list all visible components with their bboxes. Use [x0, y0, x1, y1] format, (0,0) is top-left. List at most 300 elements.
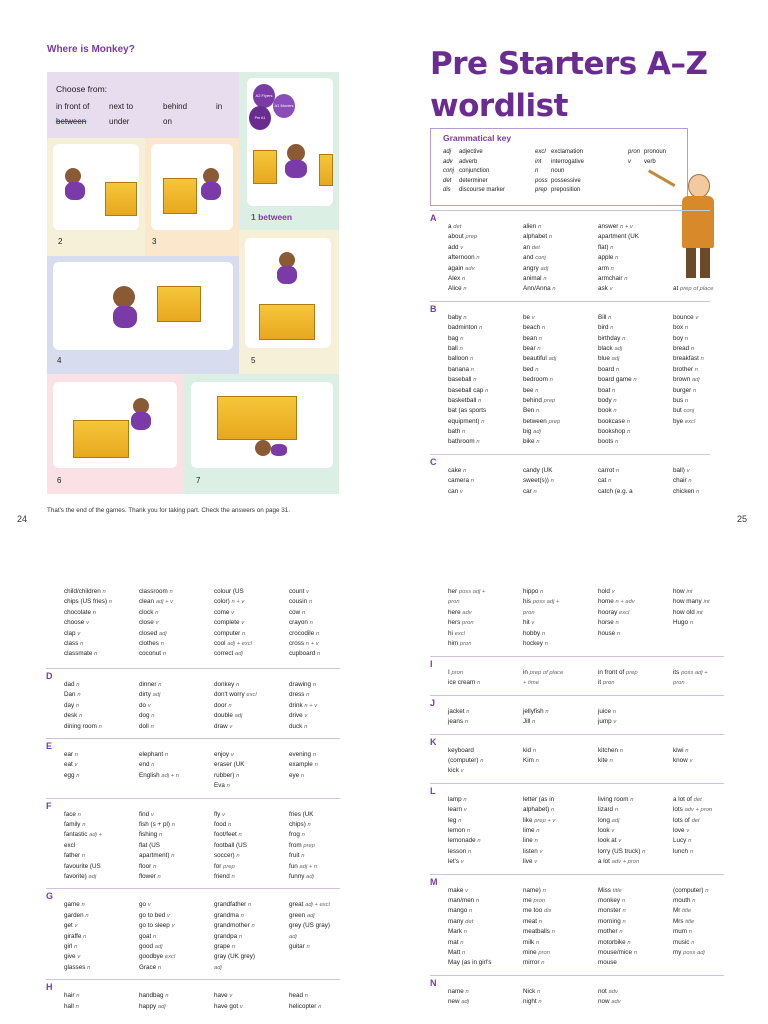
part-of-speech: n: [164, 752, 169, 758]
word: lunch: [673, 847, 689, 855]
part-of-speech: prep of place: [680, 286, 714, 293]
word-entry: [523, 375, 560, 385]
word: gray (UK grey): [214, 953, 255, 961]
part-of-speech: n: [689, 848, 694, 855]
word: lots of: [673, 816, 690, 824]
word: cross: [289, 639, 305, 647]
section-letter: G: [46, 891, 54, 902]
section-letter: H: [46, 982, 53, 993]
part-of-speech: n: [538, 224, 542, 230]
part-of-speech: n: [696, 488, 700, 495]
word-entry: [214, 711, 257, 721]
word-entry: [673, 396, 704, 406]
part-of-speech: n: [304, 723, 308, 730]
part-of-speech: n: [610, 265, 614, 272]
word-entry: [598, 938, 637, 948]
word-entry: [598, 365, 637, 375]
word: hers: [448, 619, 461, 627]
part-of-speech: n: [532, 719, 536, 726]
word: baseball cap: [448, 386, 484, 394]
word: good: [139, 942, 154, 950]
word-entry: [673, 284, 714, 294]
part-of-speech: n: [247, 902, 252, 909]
part-of-speech: n: [608, 478, 612, 485]
word: bus: [673, 396, 684, 404]
part-of-speech: n: [622, 908, 626, 915]
word-entry: [598, 997, 621, 1007]
part-of-speech: n: [615, 366, 620, 373]
word-entry: [523, 746, 539, 756]
word: boots: [598, 438, 614, 446]
crate-icon: [259, 304, 315, 340]
key-meaning: exclamation: [551, 149, 584, 155]
word-entry: [64, 963, 90, 973]
word-entry: [523, 927, 555, 937]
monkey-icon: [255, 440, 271, 456]
key-abbr: n: [535, 168, 539, 175]
word-entry: [448, 639, 485, 649]
word: day: [64, 701, 75, 709]
section-divider: [430, 656, 724, 657]
section-divider: [430, 210, 710, 211]
word-entry: [214, 862, 247, 872]
part-of-speech: v: [147, 702, 151, 709]
word-entry: [289, 921, 330, 931]
word: bookcase: [598, 417, 625, 425]
word: my: [673, 948, 682, 956]
word-entry: [289, 722, 317, 732]
part-of-speech: n: [300, 772, 305, 779]
section-letter: N: [430, 977, 437, 988]
part-of-speech: n: [613, 408, 617, 415]
word-entry: [523, 365, 560, 375]
key-meaning: pronoun: [644, 149, 667, 155]
monkey-shirt: [285, 160, 307, 178]
word-entry: [139, 952, 175, 962]
word: bathroom: [448, 438, 475, 446]
word-entry: [523, 618, 559, 628]
part-of-speech: n: [476, 897, 480, 904]
word: baby: [448, 313, 462, 321]
word-entry: [448, 232, 480, 242]
word-entry: [673, 365, 704, 375]
part-of-speech: n: [535, 939, 540, 946]
part-of-speech: poss adj +: [681, 670, 708, 676]
part-of-speech: prep of place: [529, 670, 564, 676]
word-entry: [673, 795, 712, 805]
part-of-speech: v: [171, 923, 175, 930]
word-entry: [523, 948, 555, 958]
word: in: [523, 669, 528, 676]
part-of-speech: v: [86, 620, 89, 627]
word-entry: [598, 987, 621, 997]
word-entry: [523, 222, 556, 232]
part-of-speech: pron: [448, 599, 460, 606]
part-of-speech: adj + n: [161, 772, 179, 779]
part-of-speech: int: [696, 609, 703, 616]
part-of-speech: n: [236, 853, 240, 860]
part-of-speech: n: [537, 345, 541, 352]
word: chicken: [673, 487, 695, 495]
part-of-speech: adj + excl: [227, 640, 252, 647]
part-of-speech: n: [470, 356, 474, 363]
word: Ben: [523, 407, 535, 415]
word-column: [214, 900, 255, 973]
part-of-speech: prep: [303, 842, 315, 849]
word-column: [289, 750, 318, 781]
word-entry: [448, 678, 480, 688]
part-of-speech: v: [459, 488, 463, 495]
word-column: [523, 987, 542, 1008]
word-entry: [673, 917, 708, 927]
word: look: [598, 826, 610, 834]
word-entry: [289, 649, 320, 659]
word-entry: [523, 243, 556, 253]
word: guitar: [289, 942, 305, 950]
part-of-speech: n: [542, 887, 546, 894]
word: fun: [289, 862, 298, 870]
word-column: [139, 900, 175, 973]
word-entry: [139, 1002, 169, 1012]
part-of-speech: pron: [602, 680, 615, 687]
word-entry: [139, 629, 173, 639]
part-of-speech: n: [306, 943, 310, 950]
word: his: [523, 598, 532, 606]
word-entry: [64, 820, 102, 830]
part-of-speech: n: [75, 1003, 79, 1010]
part-of-speech: adj: [691, 377, 700, 384]
word: kiwi: [673, 746, 684, 754]
word: alien: [523, 223, 537, 230]
part-of-speech: prep: [548, 418, 561, 425]
word: clap: [64, 629, 76, 637]
balloon-icon: Pre A1 Starters: [249, 106, 271, 130]
word-entry: [598, 597, 635, 607]
word: mine: [523, 948, 537, 956]
word: clock: [139, 608, 154, 616]
word-entry: [139, 639, 173, 649]
key-abbr: conj: [443, 168, 455, 175]
part-of-speech: title: [612, 887, 622, 894]
word-entry: [523, 917, 555, 927]
part-of-speech: poss adj: [683, 949, 705, 956]
word: colour (US: [214, 588, 244, 595]
word-entry: [673, 805, 712, 815]
part-of-speech: n: [627, 939, 631, 946]
word: come: [214, 608, 230, 616]
word-entry: [598, 313, 637, 323]
word-entry: [448, 437, 488, 447]
word-entry: [139, 900, 175, 910]
part-of-speech: n: [612, 708, 616, 715]
word-entry: [523, 396, 560, 406]
word-entry: [523, 629, 559, 639]
word: breakfast: [673, 355, 699, 363]
word-entry: [673, 406, 704, 416]
word-entry: [64, 639, 112, 649]
part-of-speech: n: [228, 821, 232, 828]
word: donkey: [214, 681, 235, 688]
word-entry: [448, 375, 488, 385]
word: go to bed: [139, 911, 166, 919]
word: letter (as in: [523, 795, 555, 803]
part-of-speech: n: [460, 335, 464, 342]
word-entry: [448, 948, 492, 958]
word: Hugo: [673, 619, 689, 627]
word: grandpa: [214, 932, 238, 940]
word: bean: [523, 334, 538, 342]
part-of-speech: adv: [608, 988, 618, 995]
part-of-speech: n: [633, 377, 637, 384]
word: again: [448, 264, 464, 272]
word-entry: [214, 921, 255, 931]
word-entry: [673, 243, 714, 253]
activity-heading: Where is Monkey?: [47, 44, 135, 55]
section-letter: J: [430, 697, 436, 708]
word-entry: [673, 334, 704, 344]
word: love: [673, 826, 685, 834]
word: frog: [289, 831, 300, 839]
word-entry: [523, 476, 554, 486]
word-entry: [448, 987, 469, 997]
word-entry: [448, 396, 488, 406]
choose-from-title: Choose from:: [56, 84, 108, 94]
part-of-speech: n: [317, 651, 321, 658]
word: big: [523, 428, 532, 436]
part-of-speech: n: [612, 387, 616, 394]
word-column: [139, 680, 162, 732]
part-of-speech: prep: [465, 234, 478, 241]
word: new: [448, 998, 460, 1006]
word: English: [139, 771, 160, 779]
word: have: [214, 992, 228, 1000]
word-entry: [139, 991, 169, 1001]
word-entry: [64, 862, 102, 872]
word: chips): [289, 820, 306, 828]
page-number-right: 25: [737, 514, 748, 524]
word: excl: [64, 841, 76, 849]
word-entry: [673, 678, 708, 688]
word-column: [523, 668, 563, 689]
word: music: [673, 938, 690, 946]
word: cupboard: [289, 650, 316, 658]
key-meaning: adverb: [459, 158, 478, 165]
choice-crossed: between: [56, 117, 87, 126]
word-entry: [139, 649, 173, 659]
word-entry: [289, 680, 317, 690]
word: board game: [598, 376, 632, 384]
word-entry: [214, 639, 252, 649]
word-column: [214, 810, 247, 883]
monkey-shirt: [271, 444, 287, 456]
part-of-speech: n: [314, 762, 318, 769]
word-column: [523, 466, 554, 497]
word-entry: [598, 375, 637, 385]
word-column: [448, 795, 481, 868]
choice: in front of: [56, 102, 90, 111]
word: rubber): [214, 771, 235, 779]
word-entry: [289, 830, 317, 840]
part-of-speech: n: [155, 609, 159, 616]
word: juice: [598, 707, 611, 715]
word: home: [598, 598, 614, 606]
word: give: [64, 953, 76, 961]
word: body: [598, 396, 612, 404]
word-entry: [598, 608, 635, 618]
word-entry: [139, 587, 173, 597]
word: leg: [448, 816, 457, 824]
word-entry: [448, 313, 488, 323]
word: coconut: [139, 650, 162, 658]
part-of-speech: n: [304, 993, 308, 1000]
word: mouth: [673, 896, 691, 904]
part-of-speech: v: [609, 286, 613, 293]
key-column: [628, 148, 666, 167]
panel-label: 4: [57, 356, 62, 365]
word-entry: [523, 323, 560, 333]
word: color): [214, 598, 230, 606]
part-of-speech: title: [685, 918, 695, 925]
word-entry: [673, 938, 708, 948]
word-entry: [214, 722, 257, 732]
section-letter: M: [430, 876, 438, 887]
word: look at: [598, 837, 617, 845]
part-of-speech: adj: [289, 933, 297, 940]
word-column: [139, 991, 169, 1012]
word-entry: [139, 872, 175, 882]
key-abbr: det: [443, 177, 452, 184]
word-entry: [448, 597, 485, 607]
word-entry: [673, 344, 704, 354]
part-of-speech: pron: [459, 640, 472, 647]
crate-icon: [253, 150, 277, 184]
word: car: [523, 487, 532, 495]
section-letter: C: [430, 457, 437, 467]
word-entry: [523, 232, 556, 242]
word-entry: [673, 375, 704, 385]
word: complete: [214, 619, 240, 627]
section-divider: [430, 734, 724, 735]
word-entry: [214, 820, 247, 830]
word-column: [673, 668, 708, 689]
word-entry: [64, 597, 112, 607]
key-abbr: int: [535, 158, 542, 165]
part-of-speech: n: [171, 821, 175, 828]
word-entry: [523, 639, 559, 649]
part-of-speech: adv: [611, 999, 621, 1006]
word-column: [139, 587, 173, 660]
word-entry: [523, 264, 556, 274]
part-of-speech: n: [621, 897, 626, 904]
word: Alice: [448, 285, 462, 293]
word: monster: [598, 907, 621, 915]
word-entry: [598, 264, 639, 274]
word: grandmother: [214, 922, 250, 930]
word: have got: [214, 1002, 239, 1010]
part-of-speech: n: [467, 848, 472, 855]
word-entry: [448, 826, 481, 836]
panel-4: [47, 256, 239, 374]
word-entry: [523, 857, 555, 867]
part-of-speech: n: [622, 335, 626, 342]
part-of-speech: adv + pron: [684, 807, 713, 814]
key-meaning: conjunction: [459, 168, 490, 175]
part-of-speech: v: [147, 902, 151, 909]
part-of-speech: n: [624, 275, 628, 282]
word: hockey: [523, 639, 543, 647]
word-entry: [523, 847, 555, 857]
word-entry: [598, 417, 637, 427]
word: Jill: [523, 718, 531, 726]
word: Eva: [214, 782, 225, 790]
word-entry: [448, 243, 480, 253]
word: hi: [448, 629, 453, 637]
part-of-speech: n: [301, 609, 306, 616]
word-entry: [598, 222, 639, 232]
word-column: [139, 750, 179, 781]
key-meaning: discourse marker: [459, 187, 506, 194]
word-entry: [523, 386, 560, 396]
word: jellyfish: [523, 707, 544, 715]
word-entry: [673, 896, 708, 906]
word: angry: [523, 264, 539, 272]
word: ask: [598, 285, 608, 293]
word-entry: [448, 629, 485, 639]
word-entry: [64, 900, 90, 910]
word-entry: [598, 629, 635, 639]
word-entry: [139, 851, 175, 861]
word: lamp: [448, 795, 462, 803]
word: badminton: [448, 324, 478, 332]
part-of-speech: + time: [523, 680, 539, 687]
word: bath: [448, 428, 461, 436]
word: funny: [289, 872, 305, 880]
word: name): [523, 886, 541, 894]
word: candy (UK: [523, 467, 553, 474]
part-of-speech: n: [74, 943, 78, 950]
word: jeans: [448, 718, 464, 726]
part-of-speech: n: [476, 255, 480, 262]
word-entry: [214, 932, 255, 942]
part-of-speech: prep: [223, 863, 235, 870]
part-of-speech: n: [549, 377, 553, 384]
part-of-speech: n: [684, 397, 689, 404]
word: armchair: [598, 274, 623, 282]
word-entry: [673, 746, 692, 756]
word: count: [289, 588, 305, 595]
word-entry: [673, 886, 708, 896]
word-entry: [598, 746, 623, 756]
word: great: [289, 901, 304, 909]
part-of-speech: adj: [306, 912, 315, 919]
part-of-speech: n: [627, 429, 631, 436]
word: desk: [64, 712, 78, 720]
word: apple: [598, 254, 614, 262]
word-entry: [448, 354, 488, 364]
part-of-speech: adj: [158, 630, 167, 637]
part-of-speech: n: [551, 929, 555, 936]
word: Grace: [139, 963, 157, 971]
word: classroom: [139, 588, 168, 595]
part-of-speech: n: [477, 838, 481, 845]
part-of-speech: v: [534, 859, 538, 866]
word-column: [523, 707, 549, 728]
word-entry: [598, 958, 637, 968]
word: bye: [673, 417, 684, 425]
word-entry: [289, 911, 330, 921]
part-of-speech: n: [610, 244, 614, 251]
part-of-speech: n: [462, 429, 466, 436]
